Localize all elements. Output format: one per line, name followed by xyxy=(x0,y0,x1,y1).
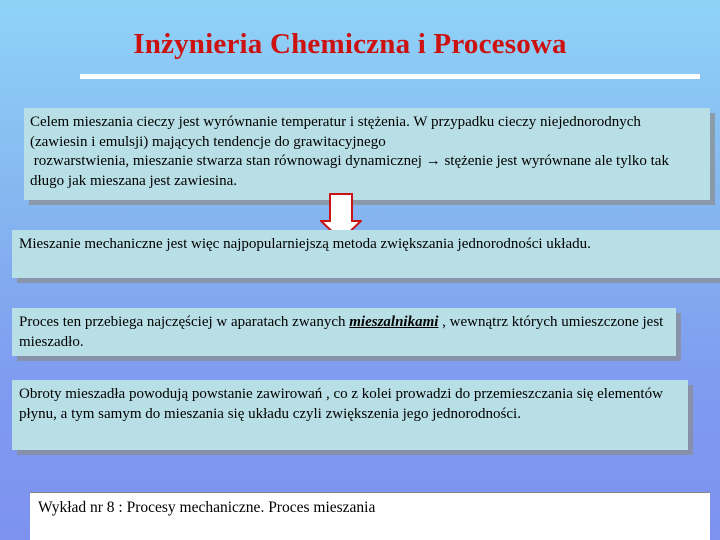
text-box-rotation xyxy=(12,380,688,450)
title-underline xyxy=(80,74,700,79)
footer xyxy=(30,492,710,540)
text-box-mixers xyxy=(12,308,676,356)
slide-title: Inżynieria Chemiczna i Procesowa xyxy=(133,28,567,60)
purpose-text xyxy=(30,113,704,191)
mixers-term: mieszalnikami xyxy=(349,314,439,330)
rotation-text: Obroty mieszadła powodują powstanie zawirowań , co z kolei prowadzi do przemieszczania się elementów płynu, a tym samym do mieszania się układu czyli zwiększenia jego jednorodności. xyxy=(19,386,667,422)
mixers-text xyxy=(19,313,669,352)
footer-divider xyxy=(30,492,710,493)
footer-text: Wykład nr 8 : Procesy mechaniczne. Proces mieszania xyxy=(38,499,376,516)
mixers-text-before: Proces ten przebiega najczęściej w aparatach zwanych xyxy=(19,314,350,330)
mixers-text-after: , wewnątrz których umieszczone jest mieszadło. xyxy=(19,314,668,350)
purpose-text-tail: stężenie jest wyrównane ale tylko tak długo jak mieszana jest zawiesina. xyxy=(30,153,673,189)
right-arrow-icon: → xyxy=(425,153,441,169)
text-box-purpose xyxy=(24,108,710,200)
mechanical-text: Mieszanie mechaniczne jest więc najpopularniejszą metoda zwiększania jednorodności układu. xyxy=(19,236,591,252)
purpose-text-main: Celem mieszania cieczy jest wyrównanie temperatur i stężenia. W przypadku cieczy niejednorodnych (zawiesin i emulsji) mających tendencje do grawitacyjnego rozwarstwienia, mieszanie stwarza stan równowagi dynamicznej xyxy=(30,114,641,169)
text-box-mechanical xyxy=(12,230,720,278)
